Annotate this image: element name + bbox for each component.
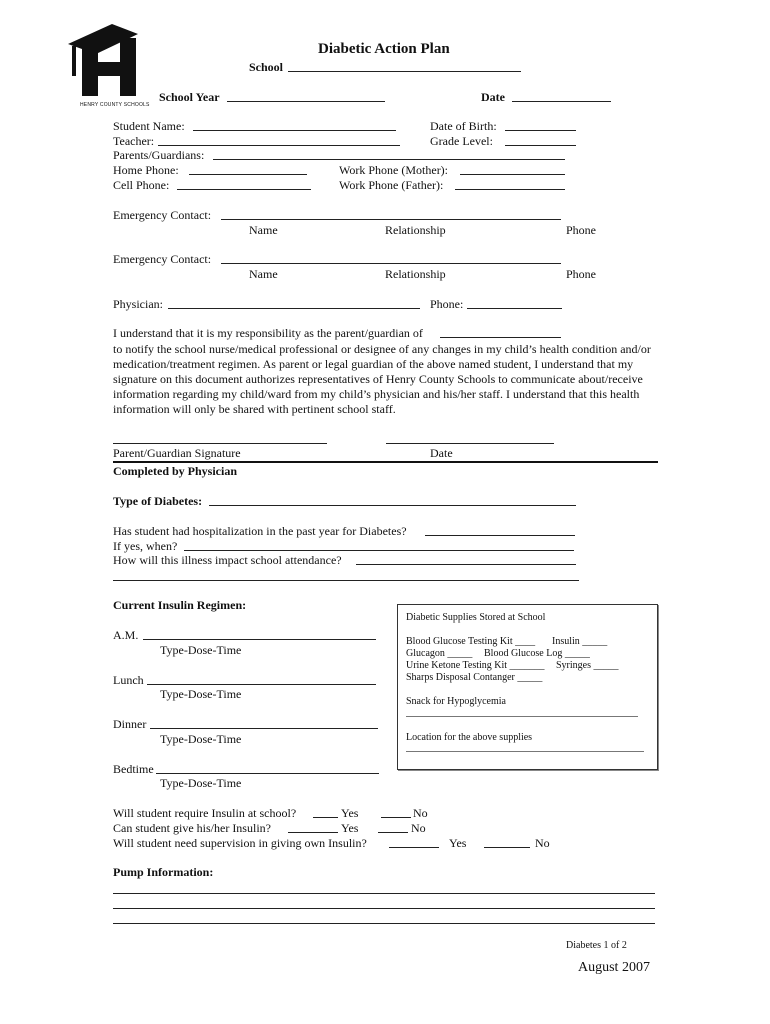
work-phone-father-label: Work Phone (Father):	[339, 178, 444, 192]
attendance-impact-field[interactable]	[356, 564, 576, 565]
date-field[interactable]	[512, 101, 611, 102]
pump-info-line-1[interactable]	[113, 893, 655, 894]
require-insulin-no-label: No	[413, 806, 428, 820]
supplies-box	[397, 604, 658, 770]
bedtime-type-dose-time-caption: Type-Dose-Time	[160, 776, 242, 790]
emergency-contact-1-field[interactable]	[221, 219, 561, 220]
work-phone-father-field[interactable]	[455, 189, 565, 190]
school-field[interactable]	[288, 71, 521, 72]
dinner-type-dose-time-caption: Type-Dose-Time	[160, 732, 242, 746]
student-name-label: Student Name:	[113, 119, 185, 133]
signature-date-label: Date	[430, 446, 453, 460]
school-label: School	[249, 60, 284, 74]
home-phone-label: Home Phone:	[113, 163, 179, 177]
attendance-impact-field-2[interactable]	[113, 580, 579, 581]
emergency-2-phone-caption: Phone	[566, 267, 596, 281]
bedtime-insulin-field[interactable]	[156, 773, 379, 774]
supervision-question: Will student need supervision in giving own Insulin?	[113, 836, 367, 850]
school-year-field[interactable]	[227, 101, 385, 102]
consent-paragraph: to notify the school nurse/medical professional or designee of any changes in my child’s health condition and/or medication/treatment regimen. As parent or legal guardian of the above named student, I understand that my signature on this document authorizes representatives of Henry County Schools to communicate about/receive information regarding my child/ward from my child’s physician and his/her staff. I understand that this health information will only be shared with pertinent school staff.	[113, 342, 651, 416]
emergency-contact-2-field[interactable]	[221, 263, 561, 264]
dinner-label: Dinner	[113, 717, 147, 731]
require-insulin-question: Will student require Insulin at school?	[113, 806, 297, 820]
dinner-insulin-field[interactable]	[150, 728, 378, 729]
give-insulin-yes-label: Yes	[341, 821, 359, 835]
completed-by-physician-heading: Completed by Physician	[113, 464, 238, 478]
snack-hypoglycemia-label: Snack for Hypoglycemia	[406, 696, 506, 707]
attendance-impact-question: How will this illness impact school attendance?	[113, 553, 342, 567]
emergency-1-relationship-caption: Relationship	[385, 223, 446, 237]
cell-phone-label: Cell Phone:	[113, 178, 170, 192]
give-insulin-no-field[interactable]	[378, 832, 408, 833]
teacher-label: Teacher:	[113, 134, 155, 148]
require-insulin-no-field[interactable]	[381, 817, 411, 818]
parents-field[interactable]	[213, 159, 565, 160]
page-number: Diabetes 1 of 2	[566, 940, 627, 951]
blood-glucose-log-item[interactable]: Blood Glucose Log _____	[484, 648, 590, 659]
hospitalization-field[interactable]	[425, 535, 575, 536]
parent-signature-label: Parent/Guardian Signature	[113, 446, 241, 460]
blood-glucose-kit-item[interactable]: Blood Glucose Testing Kit ____	[406, 636, 536, 647]
supervision-no-field[interactable]	[484, 847, 530, 848]
work-phone-mother-label: Work Phone (Mother):	[339, 163, 449, 177]
type-of-diabetes-field[interactable]	[209, 505, 576, 506]
section-divider	[113, 461, 658, 463]
supervision-no-label: No	[535, 836, 550, 850]
emergency-1-name-caption: Name	[249, 223, 278, 237]
footer-date: August 2007	[578, 960, 650, 975]
type-of-diabetes-label: Type of Diabetes:	[113, 494, 203, 508]
supplies-location-field[interactable]	[406, 751, 644, 752]
am-label: A.M.	[113, 628, 139, 642]
physician-field[interactable]	[168, 308, 420, 309]
grade-level-field[interactable]	[505, 145, 576, 146]
emergency-1-phone-caption: Phone	[566, 223, 596, 237]
home-phone-field[interactable]	[189, 174, 307, 175]
bedtime-label: Bedtime	[113, 762, 154, 776]
school-year-label: School Year	[159, 90, 220, 104]
am-insulin-field[interactable]	[143, 639, 376, 640]
child-name-field[interactable]	[440, 337, 561, 338]
school-logo	[66, 24, 150, 110]
urine-ketone-kit-item[interactable]: Urine Ketone Testing Kit _______	[406, 660, 545, 671]
if-yes-when-label: If yes, when?	[113, 539, 178, 553]
pump-info-line-3[interactable]	[113, 923, 655, 924]
dob-label: Date of Birth:	[430, 119, 497, 133]
insulin-regimen-heading: Current Insulin Regimen:	[113, 598, 247, 612]
snack-hypoglycemia-field[interactable]	[406, 716, 638, 717]
logo-text: HENRY COUNTY SCHOOLS	[80, 102, 150, 108]
lunch-label: Lunch	[113, 673, 144, 687]
supplies-location-label: Location for the above supplies	[406, 732, 533, 743]
sharps-disposal-item[interactable]: Sharps Disposal Contanger _____	[406, 672, 543, 683]
require-insulin-yes-label: Yes	[341, 806, 359, 820]
dob-field[interactable]	[505, 130, 576, 131]
supplies-box-title: Diabetic Supplies Stored at School	[406, 612, 546, 623]
parents-label: Parents/Guardians:	[113, 148, 205, 162]
syringes-item[interactable]: Syringes _____	[556, 660, 619, 671]
physician-label: Physician:	[113, 297, 163, 311]
lunch-type-dose-time-caption: Type-Dose-Time	[160, 687, 242, 701]
parent-signature-field[interactable]	[113, 443, 327, 444]
emergency-contact-2-label: Emergency Contact:	[113, 252, 212, 266]
insulin-item[interactable]: Insulin _____	[552, 636, 608, 647]
physician-phone-field[interactable]	[467, 308, 562, 309]
if-yes-when-field[interactable]	[184, 550, 574, 551]
supervision-yes-field[interactable]	[389, 847, 439, 848]
pump-information-heading: Pump Information:	[113, 865, 214, 879]
page-title: Diabetic Action Plan	[318, 41, 450, 57]
require-insulin-yes-field[interactable]	[313, 817, 338, 818]
am-type-dose-time-caption: Type-Dose-Time	[160, 643, 242, 657]
give-insulin-question: Can student give his/her Insulin?	[113, 821, 271, 835]
grade-level-label: Grade Level:	[430, 134, 493, 148]
emergency-2-name-caption: Name	[249, 267, 278, 281]
consent-line-1: I understand that it is my responsibility as the parent/guardian of	[113, 326, 423, 340]
teacher-field[interactable]	[158, 145, 400, 146]
date-label: Date	[481, 90, 505, 104]
signature-date-field[interactable]	[386, 443, 554, 444]
lunch-insulin-field[interactable]	[147, 684, 376, 685]
pump-info-line-2[interactable]	[113, 908, 655, 909]
physician-phone-label: Phone:	[430, 297, 464, 311]
student-name-field[interactable]	[193, 130, 396, 131]
work-phone-mother-field[interactable]	[460, 174, 565, 175]
give-insulin-yes-field[interactable]	[288, 832, 338, 833]
emergency-2-relationship-caption: Relationship	[385, 267, 446, 281]
supervision-yes-label: Yes	[449, 836, 467, 850]
emergency-contact-1-label: Emergency Contact:	[113, 208, 212, 222]
glucagon-item[interactable]: Glucagon _____	[406, 648, 473, 659]
hospitalization-question: Has student had hospitalization in the past year for Diabetes?	[113, 524, 407, 538]
cell-phone-field[interactable]	[177, 189, 311, 190]
mortarboard-h-logo-icon	[66, 24, 146, 106]
give-insulin-no-label: No	[411, 821, 426, 835]
